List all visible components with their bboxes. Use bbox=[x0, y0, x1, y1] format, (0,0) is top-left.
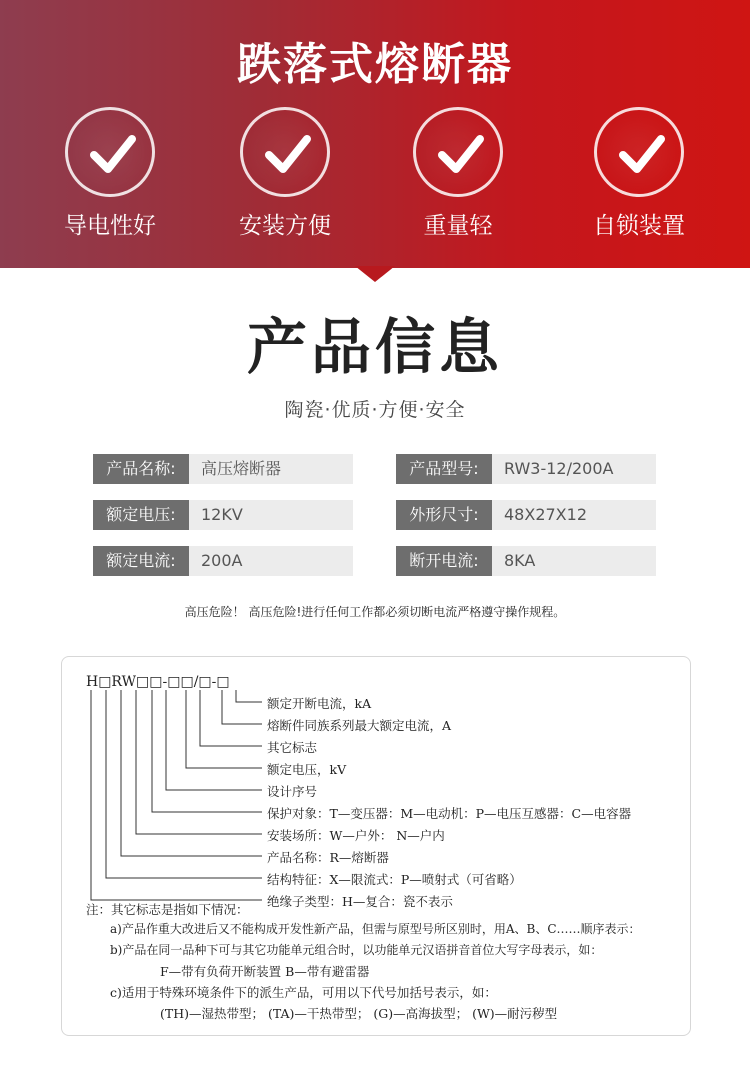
diagram-item: 额定电压，kV bbox=[267, 762, 347, 777]
spec-label: 外形尺寸: bbox=[396, 500, 492, 530]
banner-title: 跌落式熔断器 bbox=[237, 39, 513, 90]
spec-label: 产品名称: bbox=[93, 454, 189, 484]
spec-label: 断开电流: bbox=[396, 546, 492, 576]
diagram-item: 设计序号 bbox=[267, 784, 318, 799]
diagram-note: b)产品在同一品种下可与其它功能单元组合时，以功能单元汉语拼音首位大写字母表示，如： bbox=[110, 943, 603, 957]
spec-value: 12KV bbox=[189, 500, 353, 530]
spec-label: 额定电压: bbox=[93, 500, 189, 530]
spec-value: 200A bbox=[189, 546, 353, 576]
diagram-note: c)适用于特殊环境条件下的派生产品，可用以下代号加括号表示，如： bbox=[110, 985, 497, 1000]
diagram-item: 产品名称：R—熔断器 bbox=[267, 850, 389, 865]
feature-label: 安装方便 bbox=[239, 213, 331, 239]
diagram-item: 绝缘子类型：H—复合：瓷不表示 bbox=[267, 894, 453, 909]
diagram-note: a)产品作重大改进后又不能构成开发性新产品，但需与原型号所区别时，用A、B、C……顺序表示： bbox=[110, 922, 641, 936]
diagram-note: (TH)—湿热带型； (TA)—干热带型； (G)—高海拔型； (W)—耐污秽型 bbox=[160, 1006, 558, 1021]
diagram-item: 安装场所：W—户外： N—户内 bbox=[267, 828, 445, 843]
spec-value: 高压熔断器 bbox=[189, 454, 353, 484]
section-title: 产品信息 bbox=[247, 313, 503, 383]
feature-label: 重量轻 bbox=[423, 213, 493, 239]
spec-value: RW3-12/200A bbox=[492, 454, 656, 484]
section-subtitle: 陶瓷·优质·方便·安全 bbox=[284, 399, 466, 421]
spec-label: 产品型号: bbox=[396, 454, 492, 484]
spec-label: 额定电流: bbox=[93, 546, 189, 576]
diagram-item: 额定开断电流，kA bbox=[267, 696, 372, 711]
model-code: H□RW□□-□□/□-□ bbox=[86, 674, 230, 690]
diagram-item: 熔断件同族系列最大额定电流，A bbox=[267, 718, 452, 733]
diagram-note: 注：其它标志是指如下情况： bbox=[86, 902, 249, 917]
diagram-item: 结构特征：X—限流式：P—喷射式（可省略） bbox=[267, 872, 522, 887]
diagram-note: F—带有负荷开断装置 B—带有避雷器 bbox=[160, 964, 370, 979]
spec-value: 8KA bbox=[492, 546, 656, 576]
spec-value: 48X27X12 bbox=[492, 500, 656, 530]
safety-warning: 高压危险！ 高压危险!进行任何工作都必须切断电流严格遵守操作规程。 bbox=[184, 605, 566, 619]
diagram-item: 保护对象：T—变压器：M—电动机：P—电压互感器：C—电容器 bbox=[267, 806, 632, 821]
feature-label: 自锁装置 bbox=[593, 213, 685, 239]
diagram-item: 其它标志 bbox=[267, 740, 318, 755]
feature-label: 导电性好 bbox=[64, 213, 156, 239]
